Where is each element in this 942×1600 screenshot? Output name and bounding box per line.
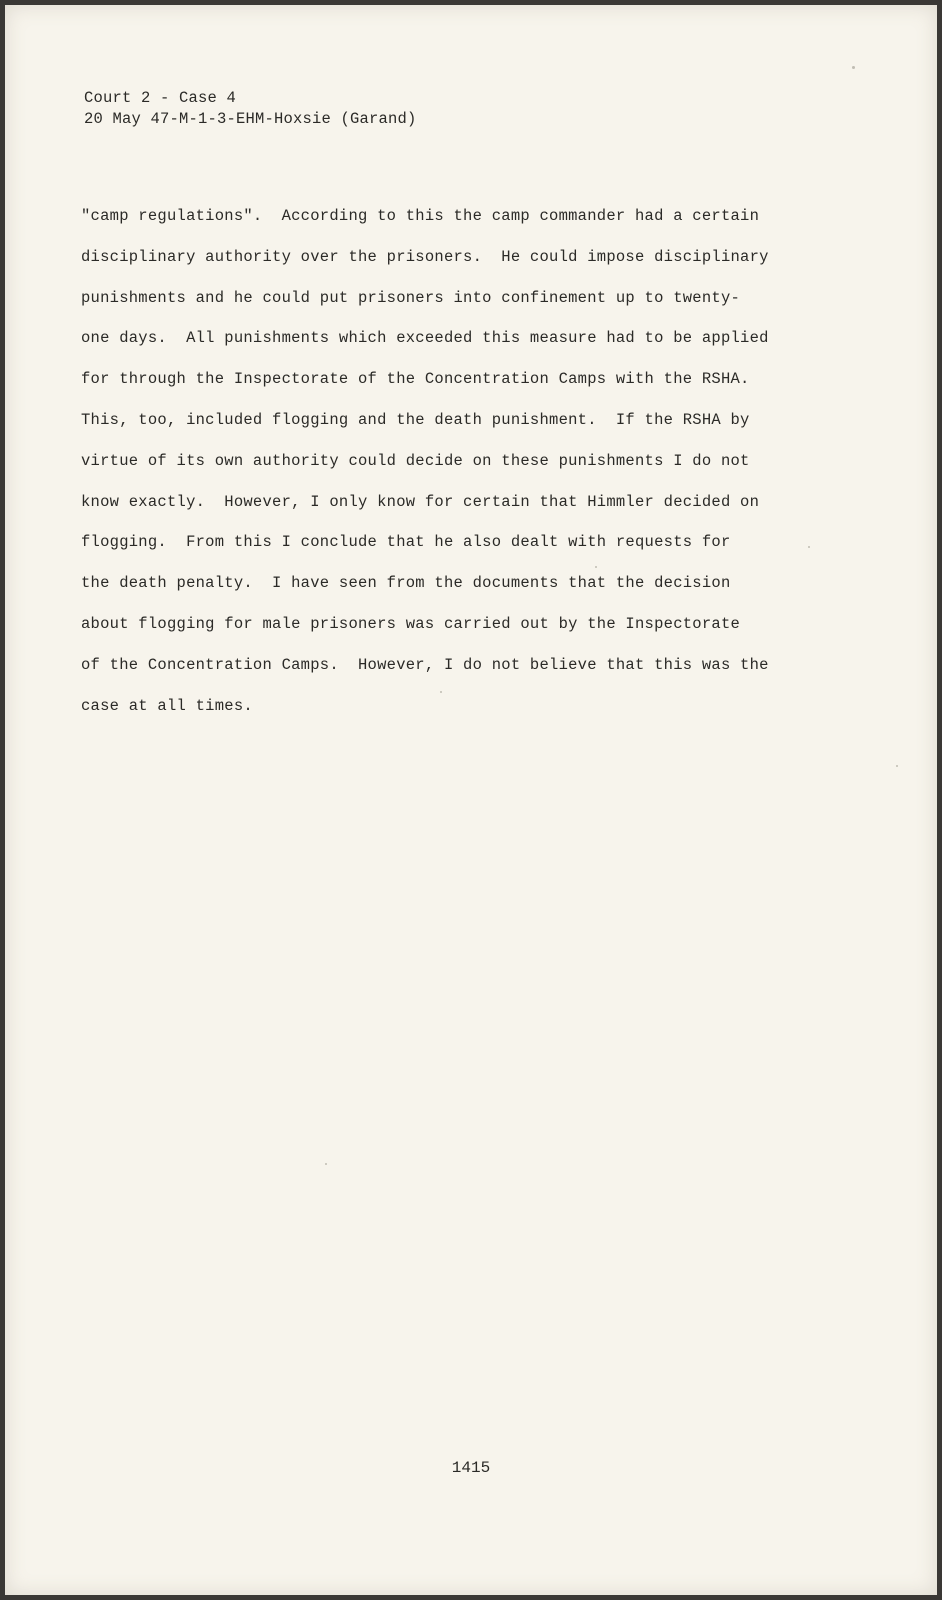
- body-line: of the Concentration Camps. However, I do not believe that this was the: [81, 655, 769, 674]
- document-header: [84, 88, 417, 130]
- body-line: "camp regulations". According to this the camp commander had a certain: [81, 207, 760, 225]
- paper-speck: [325, 1163, 327, 1165]
- paper-speck: [852, 66, 855, 69]
- header-date-reference: 20 May 47-M-1-3-EHM-Hoxsie (Garand): [84, 110, 417, 128]
- paper-speck: [896, 765, 898, 767]
- body-line: disciplinary authority over the prisoners. He could impose disciplinary: [81, 247, 769, 266]
- body-line: one days. All punishments which exceeded this measure had to be applied: [81, 329, 769, 348]
- body-line: about flogging for male prisoners was carried out by the Inspectorate: [81, 614, 741, 633]
- paper-speck: [595, 566, 597, 568]
- body-line: for through the Inspectorate of the Concentration Camps with the RSHA.: [81, 370, 750, 389]
- document-body: [81, 204, 841, 734]
- header-court-case: Court 2 - Case 4: [84, 89, 237, 107]
- body-line: case at all times.: [81, 696, 253, 715]
- body-line: This, too, included flogging and the death punishment. If the RSHA by: [81, 410, 750, 429]
- paper-speck: [808, 546, 810, 548]
- page-number: 1415: [451, 1459, 491, 1477]
- body-line: virtue of its own authority could decide on these punishments I do not: [81, 451, 750, 470]
- paper-speck: [440, 691, 442, 693]
- body-line: punishments and he could put prisoners into confinement up to twenty-: [81, 288, 741, 307]
- body-line: the death penalty. I have seen from the documents that the decision: [81, 574, 731, 593]
- body-line: flogging. From this I conclude that he also dealt with requests for: [81, 533, 731, 552]
- body-line: know exactly. However, I only know for certain that Himmler decided on: [81, 492, 760, 511]
